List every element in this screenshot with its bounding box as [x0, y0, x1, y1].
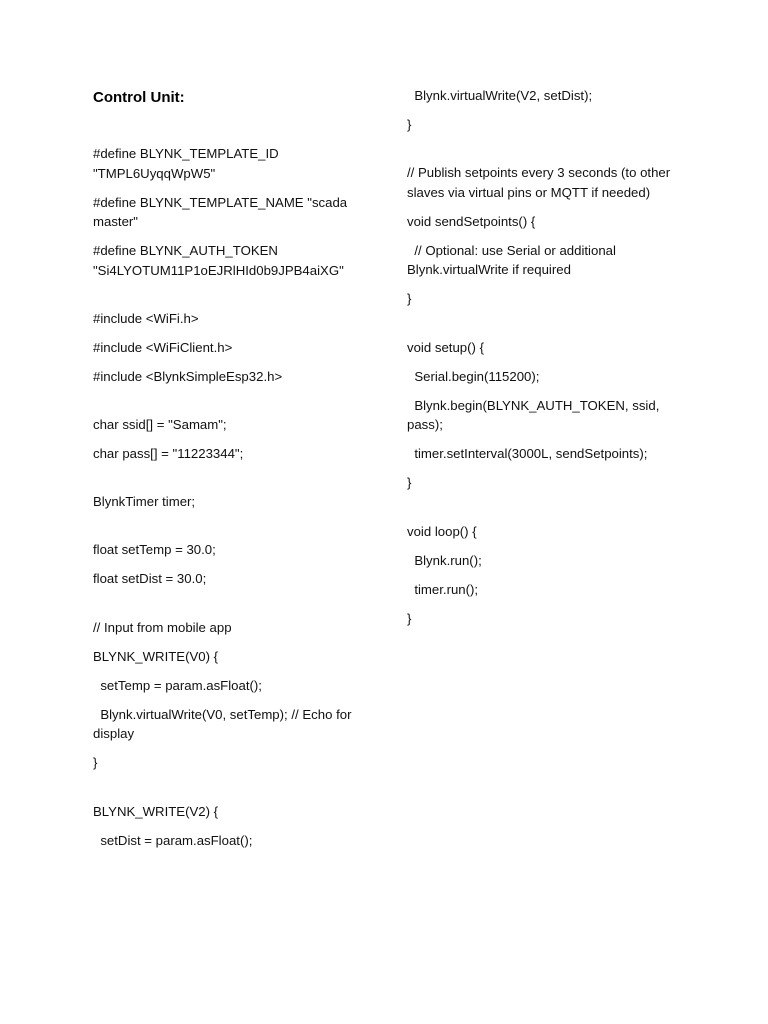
code-line: // Optional: use Serial or additional Blynk.virtualWrite if required	[407, 242, 620, 278]
code-line: #define BLYNK_AUTH_TOKEN "Si4LYOTUM11P1oEJRlHId0b9JPB4aiXG"	[93, 243, 344, 278]
code-line: setTemp = param.asFloat();	[93, 677, 262, 693]
code-line: #define BLYNK_TEMPLATE_NAME "scada master"	[93, 194, 351, 230]
code-line: timer.setInterval(3000L, sendSetpoints);	[407, 446, 648, 462]
code-line: void sendSetpoints() {	[407, 213, 536, 229]
blank-line	[93, 783, 361, 802]
blank-line	[407, 319, 675, 338]
code-line: char ssid[] = "Samam";	[93, 417, 227, 433]
left-code-block	[93, 144, 361, 850]
code-line: }	[407, 117, 412, 133]
blank-line	[93, 396, 361, 415]
left-column	[93, 86, 361, 860]
code-line: BLYNK_WRITE(V2) {	[93, 803, 219, 819]
code-line: }	[93, 755, 98, 771]
right-column	[407, 86, 675, 638]
code-line: }	[407, 610, 412, 626]
code-line: #include <BlynkSimpleEsp32.h>	[93, 368, 283, 384]
code-line: #include <WiFiClient.h>	[93, 339, 233, 355]
code-line: void loop() {	[407, 523, 477, 539]
code-line: Blynk.virtualWrite(V0, setTemp); // Echo for display	[93, 706, 356, 742]
blank-line	[93, 473, 361, 492]
code-line: }	[407, 475, 412, 491]
page-title: Control Unit:	[93, 89, 185, 106]
code-line: setDist = param.asFloat();	[93, 832, 253, 848]
code-line: Blynk.virtualWrite(V2, setDist);	[407, 88, 593, 103]
code-line: BLYNK_WRITE(V0) {	[93, 648, 219, 664]
blank-line	[93, 599, 361, 618]
code-line: Serial.begin(115200);	[407, 368, 540, 384]
code-line: #include <WiFi.h>	[93, 310, 199, 326]
code-line: BlynkTimer timer;	[93, 494, 196, 510]
code-line: // Publish setpoints every 3 seconds (to other slaves via virtual pins or MQTT if needed)	[407, 165, 674, 200]
right-code-block	[407, 86, 675, 628]
blank-line	[407, 144, 675, 163]
blank-line	[93, 521, 361, 540]
code-line: timer.run();	[407, 581, 479, 597]
code-line: Blynk.begin(BLYNK_AUTH_TOKEN, ssid, pass);	[407, 397, 664, 433]
code-line: float setDist = 30.0;	[93, 571, 207, 587]
code-line: #define BLYNK_TEMPLATE_ID "TMPL6UyqqWpW5"	[93, 146, 283, 181]
code-line: char pass[] = "11223344";	[93, 446, 244, 462]
code-line: float setTemp = 30.0;	[93, 542, 216, 558]
code-line: void setup() {	[407, 339, 484, 355]
code-line: // Input from mobile app	[93, 619, 232, 635]
code-line: Blynk.run();	[407, 552, 482, 568]
code-line: }	[407, 291, 412, 307]
blank-line	[93, 290, 361, 309]
blank-line	[407, 503, 675, 522]
